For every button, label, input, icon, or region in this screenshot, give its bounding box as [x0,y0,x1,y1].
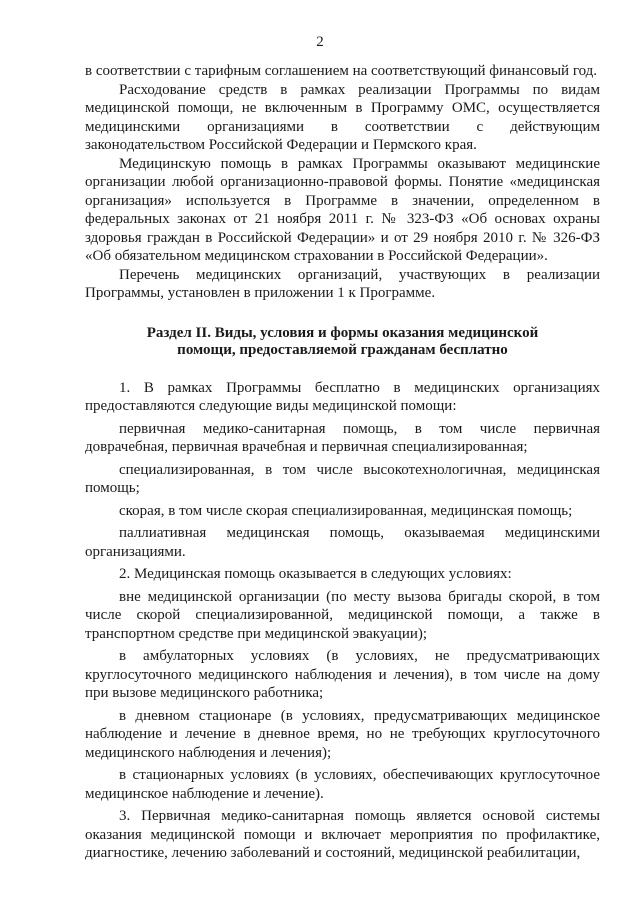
section-heading [85,325,600,359]
list-item: в дневном стационаре (в условиях, предусматривающих медицинское наблюдение и лечение в дневное время, но не требующих круглосуточного медицинского наблюдения и лечения); [85,707,600,761]
list-item: первичная медико-санитарная помощь, в том числе первичная доврачебная, первичная врачебная и первичная специализированная; [85,420,600,455]
list-item: скорая, в том числе скорая специализированная, медицинская помощь; [119,502,573,519]
list-item: в амбулаторных условиях (в условиях, не предусматривающих круглосуточного медицинского наблюдения и лечения), в том числе на дому при вызове медицинского работника; [85,648,600,701]
list-item: 1. В рамках Программы бесплатно в медицинских организациях предоставляются следующие виды медицинской помощи: [85,379,600,414]
paragraph: в соответствии с тарифным соглашением на соответствующий финансовый год. [85,63,598,79]
list-item: 3. Первичная медико-санитарная помощь является основой системы оказания медицинской помощи и включает мероприятия по профилактике, диагностике, лечению заболеваний и состояний, медицинской реабилитации, [85,808,600,861]
section-heading-line: помощи, предоставляемой гражданам бесплатно [177,341,508,358]
list-item: в стационарных условиях (в условиях, обеспечивающих круглосуточное медицинское наблюдение и лечение). [85,767,600,802]
paragraph: Расходование средств в рамках реализации Программы по видам медицинской помощи, не включенным в Программу ОМС, осуществляется медицинскими организациями в соответствии с действующим законодательством Российской Федерации и Пермского края. [85,81,600,153]
list-item: вне медицинской организации (по месту вызова бригады скорой, в том числе скорой специализированной, медицинской помощи, а также в транспортном средстве при медицинской эвакуации); [85,588,600,642]
document-body [85,62,600,863]
list-item: специализированная, в том числе высокотехнологичная, медицинская помощь; [85,461,600,496]
paragraph: Медицинскую помощь в рамках Программы оказывают медицинские организации любой организационно-правовой формы. Понятие «медицинская организация» используется в Программе в значении, определенном в федеральных законах от 21 ноября 2011 г. № 323-ФЗ «Об основах охраны здоровья граждан в Российской Федерации» и от 29 ноября 2010 г. № 326-ФЗ «Об обязательном медицинском страховании в Российской Федерации». [85,155,600,264]
list-item: 2. Медицинская помощь оказывается в следующих условиях: [119,566,512,582]
paragraph: Перечень медицинских организаций, участвующих в реализации Программы, установлен в приложении 1 к Программе. [85,266,600,301]
list-item: паллиативная медицинская помощь, оказываемая медицинскими организациями. [85,525,600,560]
page-number: 2 [316,34,324,50]
section-heading-line: Раздел II. Виды, условия и формы оказания медицинской [146,324,539,341]
